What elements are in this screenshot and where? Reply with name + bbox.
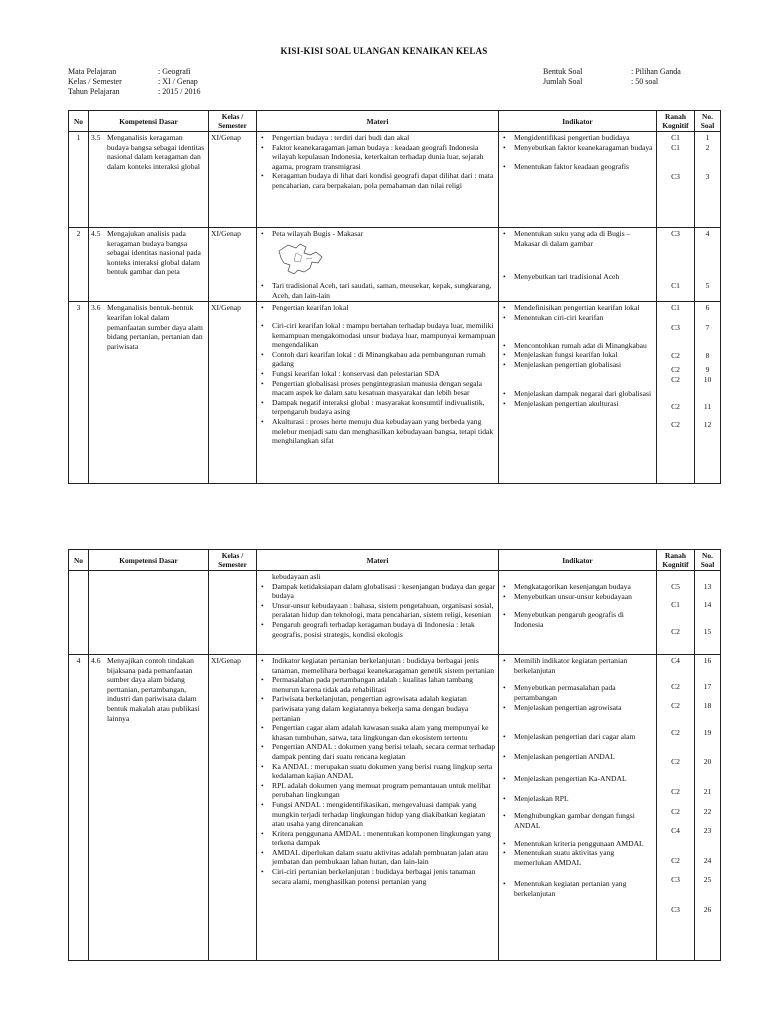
list-item: • Menyebutkan pengaruh geografis di Indonesia	[514, 610, 654, 629]
row-soal: 4 5	[695, 228, 721, 302]
list-item: • Menyebutkan permasalahan pada pertambangan	[514, 683, 654, 702]
row-materi	[257, 132, 499, 228]
list-item: • Menjelaskan fungsi kearifan lokal	[514, 350, 654, 360]
list-item: • Menjelaskan pengertian akulturasi	[514, 399, 654, 409]
list-item: • Menjelaskan dampak negarai dari globalisasi	[514, 389, 654, 399]
row-kelas: XI/Genap	[209, 228, 257, 302]
row-kd: 4.6 Menyajikan contoh tindakan bijaksana pada pemanfaatan sumber daya alam bidang perttanian, pertambangan, industri dan pariwisata dalam bentuk makalah atau publikasi lainnya	[89, 655, 209, 961]
header-no: No	[69, 550, 89, 571]
bugis-makasar-map-image	[276, 241, 326, 277]
list-item: • Menjelaskan pengertian agrowisata	[514, 703, 654, 713]
list-item: • Ka ANDAL : merupakan suatu dokumen yang berisi ruang lingkup serta kedalaman kajian ANDAL	[272, 762, 496, 781]
row-kelas: XI/Genap	[209, 655, 257, 961]
header-kd: Kompetensi Dasar	[89, 111, 209, 132]
header-materi: Materi	[257, 550, 499, 571]
list-item: • Ciri-ciri pertanian berkelanjutan : budidaya berbagai jenis tanaman secara alami, menghasilkan potensi pertanian yang	[272, 867, 496, 886]
row-no: 3	[69, 302, 89, 484]
list-item: • Menjelaskan pengertian dari cagar alam	[514, 732, 654, 742]
list-item: • Pengaruh geografi terhadap keragaman budaya di Indonesia : letak geografis, posisi strategis, kondisi ekologis	[272, 620, 496, 639]
header-nosoal: No. Soal	[695, 550, 721, 571]
meta-class: Kelas / Semester : XI / Genap	[68, 77, 198, 86]
table-row	[69, 571, 721, 655]
header-kelas: Kelas / Semester	[209, 550, 257, 571]
row-indikator	[499, 228, 657, 302]
list-item: • Indikator kegiatan pertanian berkelanjutan : budidaya berbagai jenis tanaman, memelihara berbagai keanekaragaman genetik sistem pertanian	[272, 656, 496, 675]
list-item: • Menentukan faktor keadaan geografis	[514, 162, 654, 172]
meta-subject: Mata Pelajaran : Geografi	[68, 67, 191, 76]
list-item: • Akulturasi : proses herte menuju dua kebudayaan yang berbeda yang melebur menjadi satu dan menghasilkan kebudayaan bangsa, tetapi tidak menghilangkan sifat	[272, 417, 496, 446]
table-header-row	[69, 111, 721, 132]
table-row	[69, 655, 721, 961]
list-item: • Menjelaskan pengertian ANDAL	[514, 752, 654, 762]
header-indikator: Indikator	[499, 111, 657, 132]
row-indikator	[499, 571, 657, 655]
grid-table-page-1	[68, 110, 721, 484]
list-item: • Fungsi ANDAL : mengidentifikasikan, mengevaluasi dampak yang mungkin terjadi terhadap lingkungan hidup yang diakibatkan kegiatan atau usaha yang direncanakan	[272, 800, 496, 829]
row-soal: 1 2 3	[695, 132, 721, 228]
list-item: • Menentukan kegiatan pertanian yang berkelanjutan	[514, 879, 654, 898]
row-ranah: C1 C1 C3	[657, 132, 695, 228]
list-item: • Menjelaskan pengertian Ka-ANDAL	[514, 774, 654, 784]
list-item: • Menjelaskan pengertian globalisasi	[514, 360, 654, 370]
list-item: • Contoh dari kearifan lokal : di Minangkabau ada pembangunan rumah gadang	[272, 350, 496, 369]
table-row	[69, 302, 721, 484]
list-item: • Menentukan suatu aktivitas yang memerlukan AMDAL	[514, 848, 654, 867]
header-kelas: Kelas / Semester	[209, 111, 257, 132]
list-item: • Tari tradisional Aceh, tari saudati, saman, meusekar, kepak, sungkarang, Aceh, dan lain-lain	[272, 281, 496, 300]
row-ranah: C4 C2 C2 C2 C2 C2 C2 C4 C2 C3 C3	[657, 655, 695, 961]
header-ranah: Ranah Kognitif	[657, 550, 695, 571]
list-item: • Memilih indikator kegiatan pertanian berkelanjutan	[514, 656, 654, 675]
row-kd: 4.5 Mengajukan analisis pada keragaman budaya bangsa sebagai identitas nasional pada konteks interaksi global dalam bentuk gambar dan peta	[89, 228, 209, 302]
row-no: 4	[69, 655, 89, 961]
row-soal: 16 17 18 19 20 21 22 23 24 25 26	[695, 655, 721, 961]
meta-right	[543, 67, 681, 87]
list-item: • Pengertian budaya : terdiri dari budi dan akal	[272, 133, 496, 143]
row-kelas	[209, 571, 257, 655]
list-item: • Peta wilayah Bugis - Makasar	[272, 229, 496, 239]
list-item: • Menjelaskan RPL	[514, 794, 654, 804]
row-indikator	[499, 655, 657, 961]
list-item: • Menyebutkan tari tradisional Aceh	[514, 272, 654, 282]
list-item: • Menentukan suku yang ada di Bugis – Makasar di dalam gambar	[514, 229, 654, 248]
row-no: 1	[69, 132, 89, 228]
row-materi	[257, 302, 499, 484]
list-item: • Fungsi kearifan lokal : konservasi dan pelestarian SDA	[272, 369, 496, 379]
meta-question-count: Jumlah Soal : 50 soal	[543, 77, 659, 86]
list-item: • Mencontohkan rumah adat di Minangkabau	[514, 341, 654, 351]
table-row	[69, 228, 721, 302]
table-header-row	[69, 550, 721, 571]
row-materi	[257, 655, 499, 961]
table-row	[69, 132, 721, 228]
row-materi	[257, 571, 499, 655]
row-soal: 13 14 15	[695, 571, 721, 655]
meta-left	[68, 67, 200, 97]
header-materi: Materi	[257, 111, 499, 132]
list-item: • Mengidentifikasi pengertian budidaya	[514, 133, 654, 143]
row-kelas: XI/Genap	[209, 302, 257, 484]
list-item: • Mengkatagorikan kesenjangan budaya	[514, 582, 654, 592]
list-item: • Dampak ketidaksiapan dalam globalisasi : kesenjangan budaya dan gegar budaya	[272, 582, 496, 601]
header-ranah: Ranah Kognitif	[657, 111, 695, 132]
document-title: KISI-KISI SOAL ULANGAN KENAIKAN KELAS	[280, 46, 488, 56]
list-item: • Permasalahan pada pertambangan adalah : kualitas lahan tambang menurun karena tidak ada rehabilitasi	[272, 675, 496, 694]
row-soal: 6 7 8 9 10 11 12	[695, 302, 721, 484]
list-item: • Pengertian globalisasi proses pengintegrasian manusia dengan segala macam aspek ke dalam satu kesatuan masyarakat dan lebih besar	[272, 379, 496, 398]
row-materi	[257, 228, 499, 302]
header-no: No	[69, 111, 89, 132]
row-ranah: C1 C3 C2 C2 C2 C2 C2	[657, 302, 695, 484]
list-item: kebudayaan asli	[272, 572, 321, 581]
list-item: • Keragaman budaya di lihat dari kondisi geografi dapat dilihat dari : mata pencaharian, cara berpakaian, pola pemahaman dan nilai religi	[272, 171, 496, 190]
header-indikator: Indikator	[499, 550, 657, 571]
list-item: • Menghubungkan gambar dengan fungsi ANDAL	[514, 811, 654, 830]
row-no: 2	[69, 228, 89, 302]
header-nosoal: No. Soal	[695, 111, 721, 132]
list-item: • Ciri-ciri kearifan lokal : mampu bertahan terhadap budaya luar, memiliki kemampuan mengakomodasi unsur budaya luar, mampunyai kemampuan mengendalikan	[272, 321, 496, 350]
row-no	[69, 571, 89, 655]
row-ranah: C5 C1 C2	[657, 571, 695, 655]
list-item: • Pariwisata berkelanjutan, pengertian agrowisata adalah kegiatan pariwisata yang dalam kegiatannya bekerja sama dengan budaya pertanian	[272, 694, 496, 723]
list-item: • Dampak negatif interaksi global : masyarakat konsumtif indivualistik, terpengaruh budaya asing	[272, 398, 496, 417]
row-kelas: XI/Genap	[209, 132, 257, 228]
list-item: • Pengertian kearifan lokal	[272, 303, 496, 313]
row-indikator	[499, 132, 657, 228]
list-item: • Pengertian cagar alam adalah kawasan suaka alam yang mempunyai ke khasan tumbuhan, satwa, tata lingkungan dan ekosistem tertentu	[272, 723, 496, 742]
grid-table-page-2	[68, 549, 721, 961]
list-item: • Menyebutkan unsur-unsur kebudayaan	[514, 592, 654, 602]
row-ranah: C3 C1	[657, 228, 695, 302]
list-item: • Menentukan kriteria penggunaan AMDAL	[514, 839, 654, 849]
header-kd: Kompetensi Dasar	[89, 550, 209, 571]
list-item: • Unsur-unsur kebudayaan : bahasa, sistem pengetahuan, organisasi sosial, peralatan hidup dan teknologi, mata pencaharian, sistem religi, kesenian	[272, 601, 496, 620]
row-kd	[89, 571, 209, 655]
list-item: • Kritera penggunana AMDAL : menentukan komponen lingkungan yang terkena dampak	[272, 829, 496, 848]
row-kd: 3.5 Menganalisis keragaman budaya bangsa sebagai identitas nasional dalam keragaman dan dalam konteks interaksi global	[89, 132, 209, 228]
map-image	[272, 239, 496, 282]
list-item: • Faktor keanekaragaman jaman budaya : keadaan geografi Indonesia wilayah kepulauan Indonesia, keterkaitan terhadap dunia luar, sejarah agama, program transmigrasi	[272, 143, 496, 172]
list-item: • RPL adalah dokumen yang memuat program pemantauan untuk melihat perubahan lingkungan	[272, 781, 496, 800]
meta-question-type: Bentuk Soal : Pilihan Ganda	[543, 67, 681, 76]
list-item: • Pengertian ANDAL : dokumen yang berisi telaah, secara cermat terhadap dampak penting dari suatu rencana kegiatan	[272, 742, 496, 761]
row-kd: 3.6 Menganalisis bentuk-bentuk kearifan lokal dalam pemanfaatan sumber daya alam bidang pertanian, pertanian dan pariwisata	[89, 302, 209, 484]
list-item: • Mendefinisikan pengertian kearifan lokal	[514, 303, 654, 313]
list-item: • Menyebutkan faktor keanekaragaman budaya	[514, 143, 654, 153]
list-item: • Menentukan ciri-ciri kearifan	[514, 313, 654, 323]
list-item: • AMDAL diperlukan dalam suatu aktivitas adalah pembuatan jalan atau jembatan dan pembukaan lahan hutan, dan lain-lain	[272, 848, 496, 867]
row-indikator	[499, 302, 657, 484]
meta-year: Tahun Pelajaran : 2015 / 2016	[68, 87, 201, 96]
